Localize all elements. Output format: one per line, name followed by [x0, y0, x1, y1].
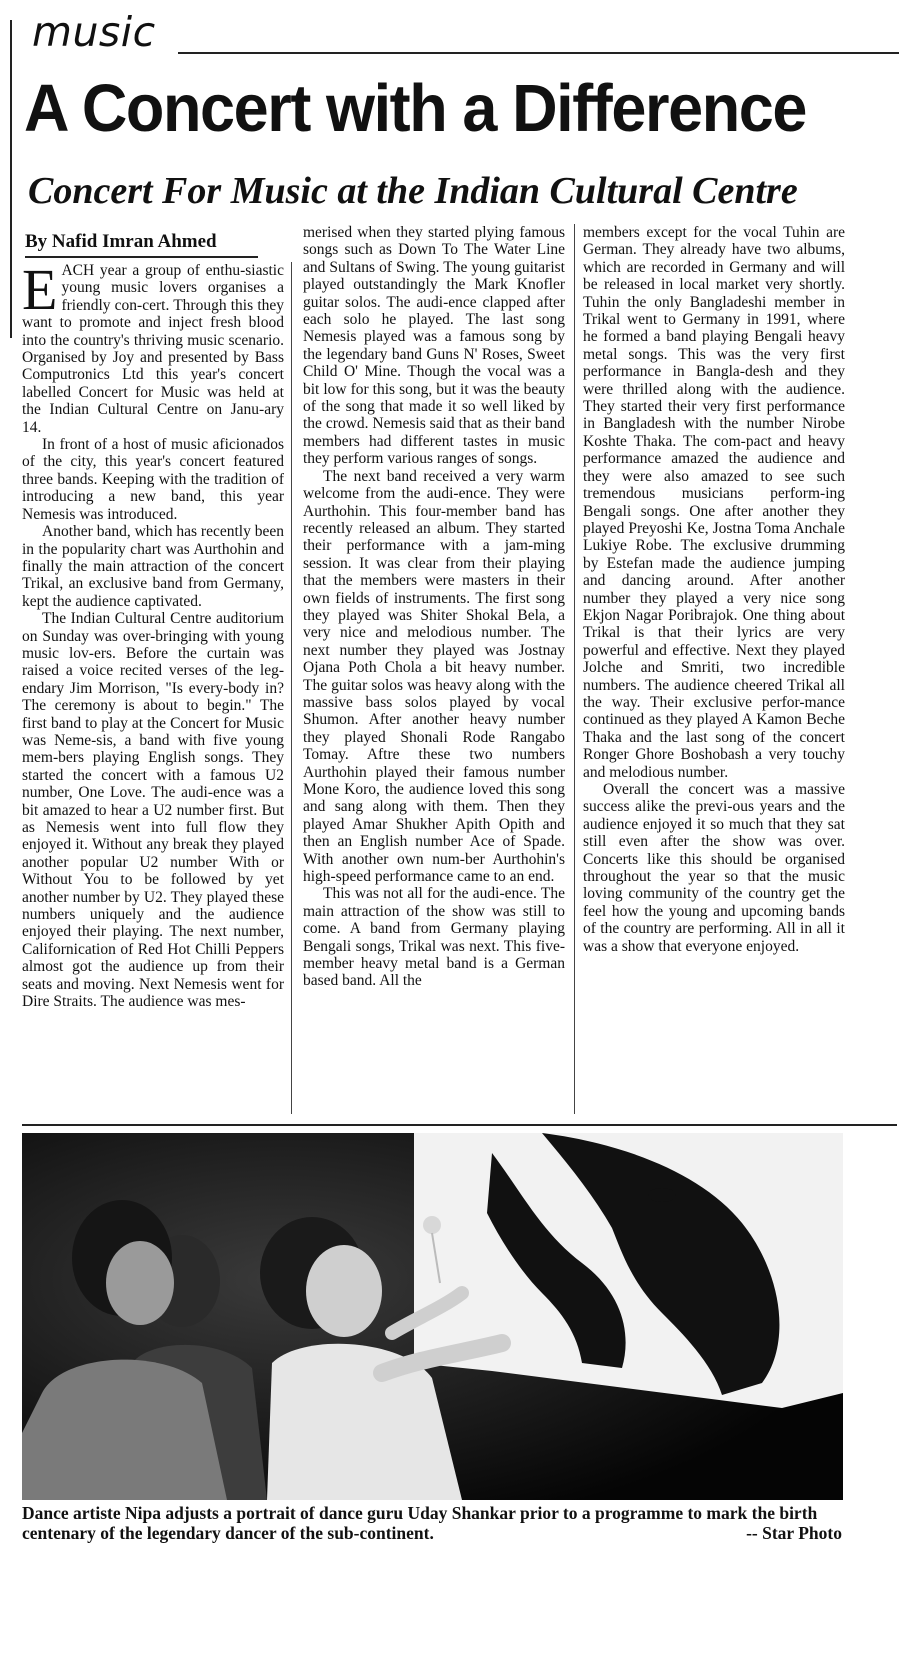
article-paragraph: EACH year a group of enthu-siastic young music lovers organises a friendly con-cert. Through this they want to promote and inject fresh blood into the country's thriving music scenario. Organised by Joy and presented by Bass Computronics Ltd this year's concert labelled Concert for Music was held at the Indian Cultural Centre on Janu-ary 14.	[22, 262, 284, 436]
column-divider	[291, 262, 292, 1114]
article-paragraph: The Indian Cultural Centre auditorium on Sunday was over-bringing with young music lov-ers. Before the curtain was raised a voice recited verses of the leg-endary Jim Morrison, "Is every-body in? The ceremony is about to begin." The first band to play at the Concert for Music was Neme-sis, a band with five young mem-bers playing English songs. They started the concert with a famous U2 number, One Love. The audi-ence was a bit amazed to hear a U2 number first. But as Nemesis went into full flow they enjoyed it. Without any break they played another popular U2 number With or Without You to be followed by yet another number by U2. They played these numbers uniquely and the audience enjoyed their playing. The next number, Californication of Red Hot Chilli Peppers almost got the audience up from their seats and moving. Next Nemesis went for Dire Straits. The audience was mes-	[22, 610, 284, 1011]
article-paragraph: The next band received a very warm welcome from the audi-ence. They were Aurthohin. This four-member band has recently released an album. They started their performance with a jam-ming session. It was clear from their playing that the members were masters in their own fields of instruments. The first song they played was Shiter Shokal Bela, a very nice and melodious number. The next number they played was Jostnay Ojana Poth Chola a bit heavy number. The guitar solos was heavy along with the massive bass solos played by vocal Shumon. After another heavy number they played Shonali Rode Rangabo Tomay. Aftre these two numbers Aurthohin played their famous number Mone Koro, the audience loved this song and sang along with them. Then they played Amar Shukher Apith Opith and then an English number Ace of Spade. With another own num-ber Aurthohin's high-speed performance came to an end.	[303, 467, 565, 886]
header-rule	[178, 52, 899, 54]
left-margin-rule	[10, 20, 12, 338]
article-column-1	[22, 262, 284, 1120]
headline: A Concert with a Difference	[24, 71, 807, 146]
article-column-3	[583, 224, 845, 1104]
byline-rule	[25, 256, 258, 258]
article-column-2	[303, 224, 565, 1120]
photo-illustration	[22, 1133, 843, 1500]
caption-text: Dance artiste Nipa adjusts a portrait of dance guru Uday Shankar prior to a programme to mark the birth centenary of the legendary dancer of the sub-continent.	[22, 1503, 818, 1543]
article-paragraph: In front of a host of music aficionados of the city, this year's concert featured three bands. Keeping with the tradition of introducing a new band, this year Nemesis was introduced.	[22, 436, 284, 523]
photo-credit: -- Star Photo	[746, 1523, 842, 1543]
column-divider	[574, 224, 575, 1114]
article-paragraph: members except for the vocal Tuhin are German. They already have two albums, which are recorded in Germany and will be released in local market very shortly. Tuhin the only Bangladeshi member in Trikal went to Germany in 1991, where he formed a band playing Bengali heavy metal songs. This was the very first performance in Bangla-desh and they were thrilled along with the audience. They started their very first performance in Bangladesh with the number Nirobe Koshte Thaka. The com-pact and heavy performance amazed the audience and they were also amazed to see such tremendous musicians perform-ing Bengali songs. One after another they played Preyoshi Ke, Jostna Toma Anchale Lukiye Robe. The exclusive drumming by Estefan made the audience jumping and dancing around. After another number they played a very nice song Ekjon Nagar Poribrajok. One thing about Trikal is that their lyrics are very powerful and effective. Next they played Jolche and Smriti, two incredible numbers. The audience cheered Trikal all the way. Their exclusive perfor-mance continued as they played A Kamon Beche Thaka and the last song of the concert Ronger Ghore Boshobash a very touchy and melodious number.	[583, 224, 845, 781]
section-label: music	[32, 8, 156, 56]
byline: By Nafid Imran Ahmed	[25, 231, 217, 252]
news-photo	[22, 1133, 843, 1500]
article-paragraph: This was not all for the audi-ence. The main attraction of the show was still to come. A band from Germany playing Bengali songs, Trikal was next. This five-member heavy metal band is a German based band. All the	[303, 885, 565, 990]
photo-caption	[22, 1503, 852, 1543]
article-paragraph: Another band, which has recently been in the popularity chart was Aurthohin and finally the main attraction of the concert Trikal, an exclusive band from Germany, kept the audience captivated.	[22, 523, 284, 610]
subheadline: Concert For Music at the Indian Cultural Centre	[28, 170, 798, 212]
photo-top-rule	[22, 1124, 897, 1126]
article-paragraph: merised when they started plying famous songs such as Down To The Water Line and Sultans of Swing. The young guitarist played outstandingly the Mark Knofler guitar solos. The audi-ence clapped after each solo he played. The last song Nemesis played was a famous song by the legendary band Guns N' Roses, Sweet Child O' Mine. Though the vocal was a bit low for this song, but it was the beauty of the song that made it so well liked by the crowd. Nemesis said that as their band members had different tastes in music they perform various ranges of songs.	[303, 224, 565, 468]
drop-cap: E	[22, 262, 58, 322]
article-paragraph: Overall the concert was a massive success alike the previ-ous years and the audience enjoyed it so much that they sat still even after the show was over. Concerts like this should be organised throughout the year so that the music loving community of the country get the feel how the young and upcoming bands of the country are performing. All in all it was a show that everyone enjoyed.	[583, 781, 845, 955]
